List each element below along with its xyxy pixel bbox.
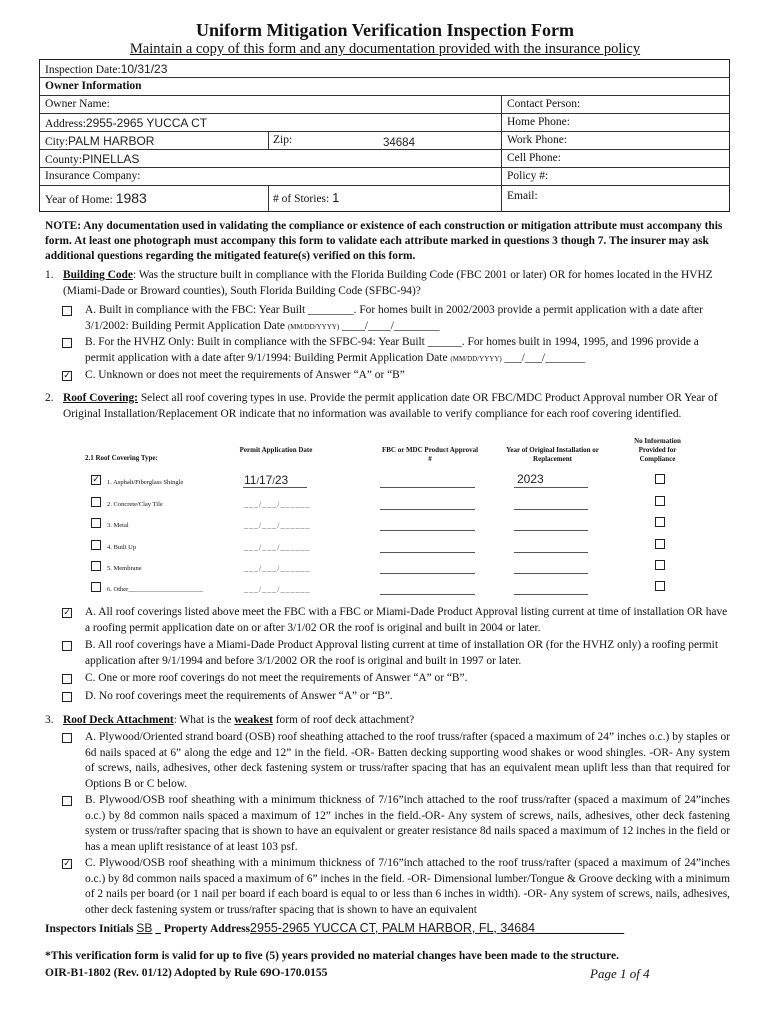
q3-heading: Roof Deck Attachment: [63, 714, 174, 726]
county-row: [45, 152, 139, 166]
property-address-label: Property Address: [163, 923, 251, 935]
roof-type-5-no-info-checkbox[interactable]: [655, 560, 665, 570]
owner-information-heading: Owner Information: [45, 80, 142, 92]
roof-type-5-label: 5. Membrane: [107, 565, 142, 572]
q2-heading: Roof Covering:: [63, 392, 138, 404]
work-phone-label: Work Phone:: [507, 134, 568, 146]
q3-option-a-checkbox[interactable]: [62, 733, 72, 743]
roof-type-6-label: 6. Other_______________________: [107, 586, 204, 593]
address-row: [45, 116, 207, 130]
county-value: PINELLAS: [82, 152, 140, 166]
q1-question: [63, 268, 733, 299]
roof-type-3-label: 3. Metal: [107, 522, 129, 529]
roof-type-1-no-info-checkbox[interactable]: [655, 474, 665, 484]
inspection-date-label: Inspection Date:: [45, 64, 121, 76]
q2-option-a: A. All roof coverings listed above meet the FBC with a FBC or Miami-Dade Product Approval listing current at time of installation OR have a roofing permit application date on or after 3/1/02 OR the roof is original and built in 2004 or later.: [85, 606, 728, 634]
q2-option-d-checkbox[interactable]: [62, 692, 72, 702]
email-label: Email:: [507, 190, 538, 202]
year-of-home-value: 1983: [115, 190, 147, 206]
inspection-date-value: 10/31/23: [120, 62, 168, 76]
q3-option-b-checkbox[interactable]: [62, 796, 72, 806]
q2-option-d: D. No roof coverings meet the requirements of Answer “A” or “B”.: [85, 690, 393, 702]
q1-text: : Was the structure built in compliance with the Florida Building Code (FBC 2001 or later) OR for homes located in the HVHZ (Miami-Dade or Broward counties), South Florida Building Code (SFBC-94)?: [63, 269, 713, 297]
q3-option-c-checkbox[interactable]: ✓: [63, 859, 71, 869]
roof-type-3-no-info-checkbox[interactable]: [655, 517, 665, 527]
zip-value: 34684: [383, 137, 415, 149]
q1-option-b-date-field[interactable]: ___/___/_______: [504, 351, 585, 364]
roof-type-3-permit-date[interactable]: ___/___/______: [244, 521, 311, 530]
roof-type-1-permit-date[interactable]: 11/17/23: [244, 473, 289, 487]
city-value: PALM HARBOR: [68, 134, 155, 148]
inspector-initials-value[interactable]: SB: [136, 921, 153, 935]
roof-type-5-approval-field[interactable]: [380, 573, 475, 574]
q1-option-a-text: A. Built in compliance with the FBC: Year Built ________. For homes built in 2002/2003 provide a permit application with a date after 3/1/2002: Building Permit Application Date: [85, 304, 703, 332]
validity-note: *This verification form is valid for up to five (5) years provided no material changes have been made to the structure.: [45, 950, 619, 962]
roof-type-6-permit-date[interactable]: ___/___/______: [244, 585, 311, 594]
q1-option-a-date-field[interactable]: ____/____/________: [342, 319, 440, 332]
address-label: Address:: [45, 118, 86, 130]
q1-option-a-format: (MM/DD/YYYY): [287, 322, 340, 331]
q3-weakest: weakest: [234, 714, 273, 726]
no-information-header: No Information Provided for Compliance: [634, 437, 681, 463]
inspection-date-row: [45, 62, 167, 76]
q3-text-post: form of roof deck attachment?: [272, 714, 415, 726]
roof-type-5-permit-date[interactable]: ___/___/______: [244, 564, 311, 573]
roof-type-6-year-field[interactable]: [514, 594, 588, 595]
q1-option-b-format: (MM/DD/YYYY): [450, 354, 502, 363]
permit-date-header: Permit Application Date: [239, 446, 313, 454]
roof-type-3-approval-field[interactable]: [380, 530, 475, 531]
roof-type-4-year-field[interactable]: [514, 552, 588, 553]
address-value: 2955-2965 YUCCA CT: [85, 116, 208, 130]
zip-label: Zip:: [273, 134, 293, 146]
q2-option-c: C. One or more roof coverings do not meet the requirements of Answer “A” or “B”.: [85, 672, 468, 684]
roof-type-1-approval-field[interactable]: [380, 487, 475, 488]
roof-type-6-checkbox[interactable]: [91, 582, 101, 592]
roof-type-2-checkbox[interactable]: [91, 497, 101, 507]
q2-option-b-checkbox[interactable]: [62, 641, 72, 651]
roof-type-2-label: 2. Concrete/Clay Tile: [107, 501, 163, 508]
form-identifier: OIR-B1-1802 (Rev. 01/12) Adopted by Rule 69O-170.0155: [45, 967, 328, 979]
q2-number: 2.: [45, 392, 54, 404]
roof-type-2-permit-date[interactable]: ___/___/______: [244, 500, 311, 509]
roof-type-5-year-field[interactable]: [514, 573, 588, 574]
roof-type-6-no-info-checkbox[interactable]: [655, 581, 665, 591]
q1-option-a: [85, 303, 730, 335]
roof-type-4-no-info-checkbox[interactable]: [655, 539, 665, 549]
roof-covering-type-header: 2.1 Roof Covering Type:: [85, 454, 158, 462]
city-row: [45, 134, 154, 148]
form-subtitle: Maintain a copy of this form and any documentation provided with the insurance policy: [129, 41, 641, 57]
roof-type-1-checkbox[interactable]: ✓: [92, 475, 100, 485]
permit-day: 17: [258, 473, 273, 487]
owner-information-table: [39, 59, 730, 212]
roof-type-4-label: 4. Built Up: [107, 544, 137, 551]
q3-option-c: C. Plywood/OSB roof sheathing with a minimum thickness of 7/16”inch attached to the roof truss/rafter (spaced a maximum of 24”inches o.c.) by 8d common nails spaced a maximum of 6” inches in the field. -OR- Dimensional lumber/Tongue & Groove decking with a minimum of 2 nails per board (or 1 nail per board if each board is equal to or less than 6 inches in width). -OR- Any system of screws, nails, adhesives, other deck fastening system or truss/rafter spacing that is shown to have an equivalent: [85, 857, 730, 916]
product-approval-header: FBC or MDC Product Approval #: [381, 446, 479, 463]
documentation-note: NOTE: Any documentation used in validating the compliance or existence of each construction or mitigation attribute must accompany this form. At least one photograph must accompany this form to validate each attribute marked in questions 3 though 7. The insurer may ask additional questions regarding the mitigated feature(s) verified on this form.: [45, 220, 723, 262]
q1-option-c-checkbox[interactable]: ✓: [63, 371, 71, 381]
q2-text: Select all roof covering types in use. Provide the permit application date OR FBC/MDC Product Approval number OR Year of Original Installation/Replacement OR indicate that no information was available to verify compliance for each roof covering identified.: [63, 392, 718, 420]
q3-text-pre: : What is the: [173, 714, 235, 726]
roof-type-5-checkbox[interactable]: [91, 561, 101, 571]
q2-option-b: B. All roof coverings have a Miami-Dade Product Approval listing current at time of installation OR (for the HVHZ only) a roofing permit application after 9/1/1994 and before 3/1/2002 OR the roof is original and built in 1997 or later.: [85, 639, 718, 667]
year-installed-header: Year of Original Installation or Replacement: [506, 446, 599, 463]
q1-option-c: C. Unknown or does not meet the requirements of Answer “A” or “B”: [85, 369, 405, 381]
q1-number: 1.: [45, 269, 54, 281]
roof-type-2-approval-field[interactable]: [380, 509, 475, 510]
property-address-value[interactable]: 2955-2965 YUCCA CT, PALM HARBOR, FL, 34684: [250, 921, 536, 935]
permit-month: 11: [244, 473, 257, 487]
year-of-home-row: [45, 190, 147, 206]
permit-year: 23: [274, 473, 289, 487]
page-number: Page 1 of 4: [590, 966, 650, 981]
q3-option-b: B. Plywood/OSB roof sheathing with a minimum thickness of 7/16”inch attached to the roof truss/rafter (spaced a maximum of 24”inches o.c.) by 8d common nails spaced a maximum of 12” inches in the field.-OR- Any system of screws, nails, adhesives, other deck fastening system or truss/rafter spacing that is shown to have an equivalent or greater resistance 8d nails spaced a maximum of 12 inches in the field or has a mean uplift resistance of at least 103 psf.: [85, 794, 730, 853]
form-title: Uniform Mitigation Verification Inspection Form: [196, 20, 574, 40]
q3-option-a: A. Plywood/Oriented strand board (OSB) roof sheathing attached to the roof truss/rafter (spaced a maximum of 24” inches o.c.) by staples or 6d nails spaced at 6” along the edge and 12” in the field. -OR- Batten decking supporting wood shakes or wood shingles. -OR- Any system of screws, nails, adhesives, other deck fastening system or truss/rafter spacing that has an equivalent mean uplift less than that required for Options B or C below.: [85, 731, 730, 790]
stories-value: 1: [332, 190, 340, 205]
q3-number: 3.: [45, 714, 54, 726]
inspector-initials-label: Inspectors Initials: [45, 923, 134, 935]
q2-option-a-checkbox[interactable]: ✓: [63, 608, 71, 618]
q1-option-b-checkbox[interactable]: [62, 338, 72, 348]
roof-type-2-year-field[interactable]: [514, 509, 588, 510]
roof-type-1-label: 1. Asphalt/Fiberglass Shingle: [107, 479, 184, 486]
q2-option-c-checkbox[interactable]: [62, 674, 72, 684]
roof-type-4-checkbox[interactable]: [91, 540, 101, 550]
inspector-initials-row: [45, 921, 624, 935]
stories-label: # of Stories:: [273, 193, 330, 205]
policy-number-label: Policy #:: [507, 170, 549, 182]
insurance-company-label: Insurance Company:: [45, 170, 141, 182]
home-phone-label: Home Phone:: [507, 116, 570, 128]
roof-type-3-year-field[interactable]: [514, 530, 588, 531]
roof-type-3-checkbox[interactable]: [91, 518, 101, 528]
county-label: County:: [45, 154, 83, 166]
roof-type-6-approval-field[interactable]: [380, 594, 475, 595]
q3-question: [63, 713, 731, 729]
roof-type-1-year[interactable]: 2023: [517, 472, 544, 486]
q1-option-b-text: B. For the HVHZ Only: Built in compliance with the SFBC-94: Year Built ______. For homes built in 1994, 1995, and 1996 provide a permit application with a date after 9/1/1994: Building Permit Application Date: [85, 336, 699, 364]
q1-option-a-checkbox[interactable]: [62, 306, 72, 316]
cell-phone-label: Cell Phone:: [507, 152, 561, 164]
city-label: City:: [45, 136, 69, 148]
q2-question: [63, 391, 731, 422]
roof-type-2-no-info-checkbox[interactable]: [655, 496, 665, 506]
roof-type-4-approval-field[interactable]: [380, 552, 475, 553]
owner-name-label: Owner Name:: [45, 98, 110, 110]
q1-heading: Building Code: [63, 269, 133, 281]
stories-row: [273, 190, 339, 205]
roof-type-4-permit-date[interactable]: ___/___/______: [244, 543, 311, 552]
q1-option-b: [85, 335, 730, 367]
contact-person-label: Contact Person:: [507, 98, 581, 110]
year-of-home-label: Year of Home:: [45, 194, 113, 206]
